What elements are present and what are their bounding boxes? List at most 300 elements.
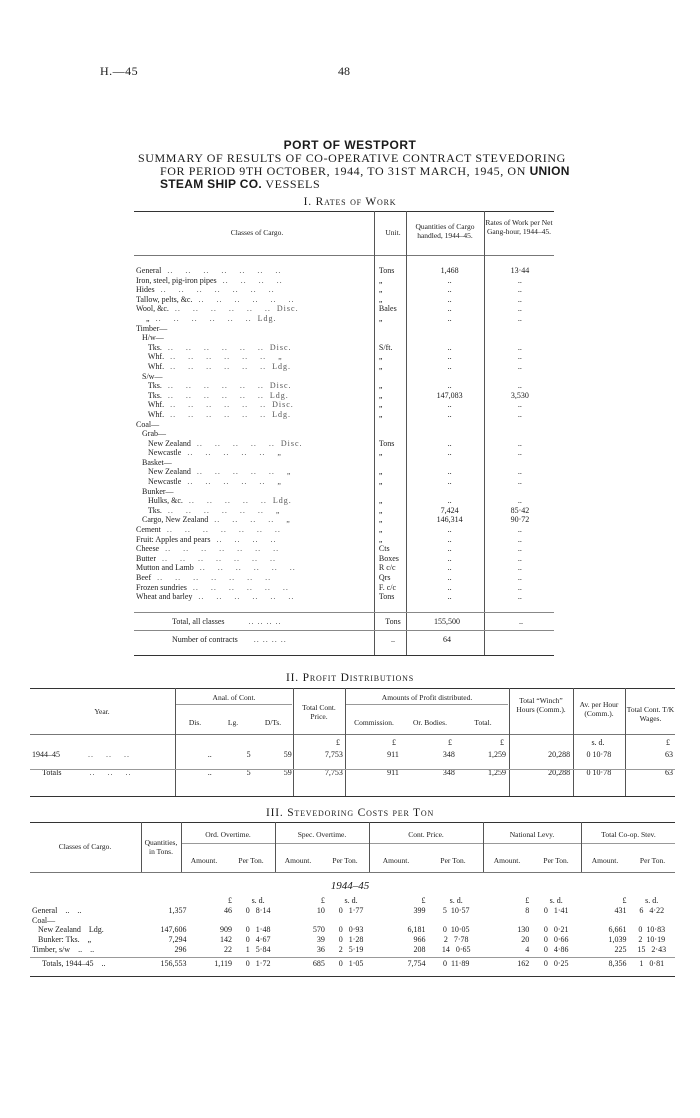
rates-row-class: [134, 563, 375, 573]
rates-row: [134, 583, 554, 593]
rates-row-class: [134, 362, 375, 372]
rates-row: [134, 467, 554, 477]
rates-row: [134, 285, 554, 295]
costs-row-cp: 5 10·57: [442, 905, 470, 915]
profit-row-dots: .. .. ..: [88, 750, 130, 759]
section-3-header-coop: Total Co-op. Stev.: [601, 830, 656, 839]
rates-row-rate: ..: [517, 553, 522, 563]
costs-row-op: 1 5·84: [245, 944, 271, 954]
rates-row-rate: 90·72: [510, 515, 530, 525]
section-2-header-anal: Anal. of Cont.: [212, 693, 256, 702]
rates-row-label: Tks.: [136, 342, 162, 352]
rates-row-class: [134, 391, 375, 401]
rates-row: [134, 515, 554, 525]
rates-row: [134, 333, 554, 343]
costs-row-oa: [188, 916, 234, 926]
costs-row-cp: 2 7·78: [443, 935, 469, 945]
costs-row-sp: 0 1·05: [338, 958, 364, 968]
costs-row-op: 0 4·67: [245, 935, 271, 945]
costs-row-sa: 685: [312, 958, 325, 968]
profit-row-av: 0 10·78: [586, 767, 612, 777]
section-2-header-commission: Commission.: [354, 718, 394, 727]
costs-row-ca: 208: [413, 944, 426, 954]
rates-row-unit: [375, 458, 413, 468]
rates-row: [134, 295, 554, 305]
costs-row-oa: 1,119: [214, 958, 232, 968]
rates-row-class: [134, 266, 375, 276]
section-3-levy-amount: Amount.: [493, 856, 521, 865]
rates-row-class: [134, 410, 375, 420]
rates-row-dots: .. .. .. ..: [216, 534, 277, 544]
rates-row-rate: ..: [517, 285, 522, 295]
rates-row-unit: „: [378, 515, 383, 525]
costs-row-lp: [531, 916, 581, 926]
section-2-header-dt: D/Ts.: [264, 718, 282, 727]
costs-row-op: 0 1·48: [245, 925, 271, 935]
rates-row: [134, 458, 554, 468]
section-3-ord-perton: Per Ton.: [238, 856, 264, 865]
costs-row-tp: 1 0·81: [639, 958, 665, 968]
rates-row-rate: 85·42: [510, 505, 530, 515]
rates-row-class: [134, 295, 375, 305]
profit-row: [30, 748, 675, 761]
rates-row-class: [134, 276, 375, 286]
section-2-unit-comm: £: [392, 738, 396, 747]
section-2-amounts-rule: [346, 704, 508, 705]
section-2-unit-tot: £: [500, 738, 504, 747]
costs-row-suffix: .. ..: [65, 905, 82, 915]
rates-row-qty: ..: [447, 275, 452, 285]
rates-row-qty: ..: [447, 525, 452, 535]
costs-row-ta: 1,039: [608, 935, 627, 945]
rates-row-unit: „: [378, 352, 383, 362]
rates-row: [134, 448, 554, 458]
costs-row-cp: 0 11·89: [443, 958, 470, 968]
profit-row-dis: ..: [207, 750, 212, 759]
rates-row-dots: .. .. .. .. .. .. „: [167, 505, 281, 515]
rates-row-qty: ..: [447, 361, 452, 371]
rates-row-class: [134, 496, 375, 506]
costs-row-lp: 0 4·86: [543, 944, 569, 954]
section-2-header-total: Total.: [474, 718, 492, 727]
costs-unit-sd: s. d.: [645, 896, 659, 905]
rates-row-label: Basket—: [136, 457, 172, 467]
profit-row: [30, 761, 675, 783]
rates-row-unit: Qrs: [378, 573, 391, 582]
costs-row-ca: 399: [413, 905, 426, 915]
costs-units-row: [30, 896, 675, 906]
rates-row-qty: [413, 372, 486, 382]
costs-row-sp: 2 5·19: [338, 944, 364, 954]
rates-row-dots: .. .. .. .. .. .. Disc.: [174, 304, 299, 314]
section-3-cont-perton: Per Ton.: [440, 856, 466, 865]
section-2-header-amounts: Amounts of Profit distributed.: [381, 693, 473, 702]
rates-row-unit: [375, 333, 413, 343]
costs-row-label: Timber, s/w: [32, 944, 71, 954]
rates-row-class: [134, 448, 375, 458]
rates-row: [134, 324, 554, 334]
rates-of-work-body: [134, 266, 554, 602]
total-all-classes-dots: .. .. .. ..: [248, 617, 282, 626]
rates-row-label: Tks.: [136, 390, 162, 400]
subtitle-line-3a: STEAM SHIP CO.: [160, 177, 262, 191]
costs-row-label: New Zealand: [32, 925, 81, 935]
rates-row-unit: [375, 429, 413, 439]
subtitle-line-3b: VESSELS: [262, 177, 321, 191]
section-3-coop-amount: Amount.: [591, 856, 619, 865]
costs-row: [30, 906, 675, 916]
profit-row-year: [30, 748, 175, 761]
costs-row-op: [234, 916, 282, 926]
costs-row-ta: 431: [614, 905, 627, 915]
rates-row-rate: ..: [517, 477, 522, 487]
rates-row-label: Fruit: Apples and pears: [136, 534, 211, 544]
rates-row-class: [134, 429, 375, 439]
section-3-header-cont: Cont. Price.: [408, 830, 444, 839]
section-3-ord-amount: Amount.: [190, 856, 218, 865]
section-2-title: II. Profit Distributions: [286, 672, 414, 684]
rates-row-rate: ..: [517, 544, 522, 554]
costs-row-class: [30, 916, 147, 926]
rates-row-rate: 3,530: [510, 390, 529, 400]
rates-row-class: [134, 372, 375, 382]
profit-row-tk: 63: [665, 750, 673, 759]
rates-row-qty: 1,468: [440, 266, 459, 275]
section-1-bottom-rule: [134, 655, 554, 656]
costs-unit-sd: s. d.: [549, 896, 563, 905]
costs-row-oa: 909: [219, 925, 232, 935]
rates-row-rate: ..: [517, 467, 522, 477]
costs-row-qty: [147, 916, 189, 926]
rates-row-qty: ..: [447, 285, 452, 295]
stevedoring-costs-body: [30, 896, 675, 973]
costs-row: [30, 916, 675, 926]
section-3-hdr-divider-1: [181, 822, 182, 872]
rates-row-unit: [375, 324, 413, 334]
rates-of-work-table: [134, 266, 554, 602]
costs-row-cp: [428, 916, 485, 926]
costs-row-class: [30, 906, 147, 916]
rates-row-unit: Tons: [378, 592, 395, 602]
costs-row-class: [30, 925, 147, 935]
rates-row-label: Cheese: [136, 544, 160, 554]
rates-row: [134, 314, 554, 324]
costs-row-tp: 2 10·19: [638, 935, 666, 945]
rates-row-rate: ..: [517, 381, 522, 391]
rates-row-dots: .. .. .. .. .. ..: [192, 582, 289, 592]
profit-row-lg: 5: [246, 767, 251, 777]
section-2-bottom-rule: [30, 796, 675, 797]
rates-row-rate: ..: [517, 342, 522, 352]
costs-row-ta: 6,661: [608, 925, 627, 935]
section-3-header-qty: Quantities, in Tons.: [144, 838, 178, 856]
rates-row-rate: ..: [517, 409, 522, 419]
costs-row-sa: 39: [316, 935, 325, 945]
rates-row-qty: ..: [447, 409, 452, 419]
costs-row-class: [30, 935, 147, 945]
rates-row-dots: .. .. .. .. .. .. ..: [165, 544, 280, 554]
rates-row-rate: [486, 420, 554, 430]
rates-row-qty: [413, 429, 486, 439]
subtitle-line-2a: FOR PERIOD 9TH OCTOBER, 1944, TO 31ST MARCH, 1945, ON: [160, 164, 530, 178]
profit-row-tc: 7,753: [324, 767, 343, 777]
costs-row-sa: 36: [316, 944, 325, 954]
section-3-hdr-divider-3: [369, 822, 370, 872]
costs-row-cp: 0 10·05: [442, 925, 470, 935]
rates-row: [134, 304, 554, 314]
rates-row-qty: ..: [447, 304, 452, 314]
costs-unit-sd: s. d.: [449, 896, 463, 905]
rates-row-unit: „: [378, 275, 383, 285]
profit-distributions-body: [30, 748, 675, 783]
number-of-contracts-label: [172, 635, 287, 644]
rates-row-label: Newcastle: [136, 448, 182, 458]
rates-row-dots: .. .. .. .. .. Disc.: [196, 438, 303, 448]
section-1-header-classes: Classes of Cargo.: [230, 228, 284, 237]
page-number: 48: [338, 64, 350, 78]
rates-row-label: Whf.: [136, 361, 165, 371]
rates-row: [134, 573, 554, 583]
costs-unit-pound: £: [320, 896, 325, 905]
section-2-header-year: Year.: [94, 707, 110, 716]
total-all-classes-qty: 155,500: [434, 617, 460, 626]
costs-row-qty: 156,553: [160, 958, 187, 968]
section-1-total-rule: [134, 612, 554, 613]
costs-row-class: [30, 945, 147, 955]
costs-row-qty: 147,606: [160, 925, 187, 935]
rates-row-class: [134, 477, 375, 487]
rates-row-label: S/w—: [136, 371, 163, 381]
document-reference: H.—45: [100, 64, 139, 78]
rates-row-rate: [486, 458, 554, 468]
costs-row-ca: 7,754: [407, 958, 426, 968]
costs-row-ta: 8,356: [608, 958, 627, 968]
costs-row-ca: 6,181: [407, 925, 426, 935]
rates-row-rate: ..: [517, 582, 522, 592]
rates-row-dots: .. .. .. .. .. „: [187, 448, 282, 458]
section-3-bottom-rule: [30, 976, 675, 977]
rates-row: [134, 381, 554, 391]
costs-row-suffix: Ldg.: [88, 925, 104, 935]
rates-row-unit: „: [378, 525, 383, 535]
section-1-header-rule: [134, 255, 554, 256]
number-of-contracts-value: 64: [443, 635, 451, 644]
rates-row-rate: ..: [517, 275, 522, 285]
rates-row-qty: ..: [447, 496, 452, 506]
costs-row-qty: 7,294: [168, 935, 187, 945]
rates-row-class: [134, 573, 375, 583]
rates-row-label: Tks.: [136, 505, 162, 515]
section-2-header-rule: [30, 734, 675, 735]
profit-row-comm: 911: [387, 750, 399, 759]
costs-row-oa: 46: [223, 905, 232, 915]
rates-row: [134, 372, 554, 382]
section-3-header-rule: [30, 872, 675, 873]
rates-row-unit: „: [378, 313, 383, 323]
rates-row: [134, 400, 554, 410]
rates-row-unit: „: [378, 505, 383, 515]
section-2-unit-org: £: [448, 738, 452, 747]
rates-row-qty: ..: [447, 553, 452, 563]
rates-row-label: Wheat and barley: [136, 592, 193, 602]
profit-row-comm: 911: [387, 767, 399, 777]
section-2-totals-rule: [30, 769, 675, 770]
rates-row-unit: Tons: [378, 266, 395, 275]
rates-row-unit: Tons: [378, 438, 395, 448]
page-title: PORT OF WESTPORT: [283, 138, 417, 152]
rates-row-label: Mutton and Lamb: [136, 563, 194, 573]
rates-row-qty: 146,314: [436, 515, 463, 525]
rates-row-dots: .. .. .. .. .. .. Disc.: [170, 400, 294, 410]
rates-row-qty: [413, 324, 486, 334]
rates-row-label: Tallow, pelts, &c.: [136, 294, 193, 304]
costs-row-la: 130: [517, 925, 530, 935]
rates-row-rate: 13·44: [510, 266, 530, 275]
rates-row-qty: ..: [447, 400, 452, 410]
rates-row-label: New Zealand: [136, 438, 191, 448]
rates-row-class: [134, 525, 375, 535]
costs-row-lp: 0 0·21: [543, 925, 569, 935]
rates-row-class: [134, 535, 375, 545]
costs-row-sp: 0 0·93: [338, 925, 364, 935]
rates-row-class: [134, 314, 375, 324]
section-1-header-qty: Quantities of Cargo handled, 1944–45.: [415, 222, 475, 240]
rates-row-rate: [486, 372, 554, 382]
rates-row-qty: ..: [447, 438, 452, 448]
costs-row-la: 8: [525, 905, 530, 915]
rates-row-rate: ..: [517, 573, 522, 582]
section-3-spec-perton: Per Ton.: [332, 856, 358, 865]
section-2-header-org: Or. Bodies.: [413, 718, 447, 727]
rates-row: [134, 525, 554, 535]
rates-row-class: [134, 487, 375, 497]
section-3-header-levy: National Levy.: [509, 830, 555, 839]
costs-row-tp: 0 10·83: [638, 925, 666, 935]
costs-row: [30, 935, 675, 945]
rates-row-qty: ..: [447, 342, 452, 352]
number-of-contracts-unit: ..: [391, 635, 395, 644]
rates-row-label: Hulks, &c.: [136, 496, 183, 506]
section-2-unit-tc: £: [336, 738, 340, 747]
costs-row-lp: 0 0·66: [543, 935, 569, 945]
costs-row-label: Bunker: Tks.: [32, 935, 80, 945]
section-3-subheader-rule: [182, 843, 675, 844]
rates-row: [134, 429, 554, 439]
rates-row-unit: „: [378, 361, 383, 371]
section-1-header-rate: Rates of Work per Net Gang-hour, 1944–45.: [485, 218, 553, 236]
costs-units-blank: [147, 896, 189, 906]
costs-row-suffix: ..: [101, 958, 106, 968]
rates-row-rate: ..: [517, 294, 522, 304]
costs-unit-pound: £: [525, 896, 530, 905]
costs-row-tp: [628, 916, 675, 926]
rates-row-dots: .. .. .. .. .. ..: [199, 563, 296, 573]
rates-row-rate: ..: [517, 352, 522, 362]
rates-row-rate: ..: [517, 438, 522, 448]
rates-row: [134, 554, 554, 564]
section-3-header-classes: Classes of Cargo.: [58, 842, 112, 851]
rates-row-qty: [413, 458, 486, 468]
profit-row-dt: 59: [283, 767, 292, 777]
costs-row-sa: 10: [316, 905, 325, 915]
section-1-contracts-rule: [134, 630, 554, 631]
rates-row: [134, 266, 554, 276]
costs-unit-pound: £: [227, 896, 232, 905]
total-all-classes-rate: ..: [519, 617, 523, 626]
rates-row-label: Cargo, New Zealand: [136, 515, 209, 525]
rates-row-qty: ..: [447, 467, 452, 477]
profit-row-dt: 59: [283, 750, 292, 759]
costs-row-tp: 6 4·22: [639, 905, 665, 915]
number-of-contracts-text: Number of contracts: [172, 635, 238, 644]
rates-row-dots: .. .. .. .. .. .. Ldg.: [170, 361, 291, 371]
costs-row-ta: 225: [614, 944, 627, 954]
rates-row-unit: S/ft.: [378, 342, 393, 352]
rates-row-qty: 7,424: [440, 505, 459, 515]
rates-row-class: [134, 333, 375, 343]
costs-row-sa: 570: [312, 925, 325, 935]
rates-row-qty: ..: [447, 448, 452, 458]
costs-row-suffix: „: [87, 935, 92, 945]
rates-row-dots: .. .. .. .. .. Ldg.: [188, 496, 292, 506]
rates-row-dots: .. .. .. .. .. ..: [198, 592, 295, 602]
rates-row-label: Bunker—: [136, 486, 174, 496]
rates-row-qty: ..: [447, 313, 452, 323]
costs-unit-sd: s. d.: [344, 896, 358, 905]
costs-row-oa: 22: [223, 944, 232, 954]
rates-row-class: [134, 439, 375, 449]
section-2-unit-av: s. d.: [591, 738, 605, 747]
rates-row: [134, 391, 554, 401]
rates-row-dots: .. .. .. .. .. „: [196, 467, 292, 477]
costs-row-tp: 15 2·43: [637, 944, 667, 954]
rates-row-qty: ..: [447, 563, 452, 573]
section-3-year-label: 1944–45: [330, 880, 370, 892]
rates-row-rate: ..: [517, 304, 522, 314]
rates-row-class: [134, 343, 375, 353]
rates-row-label: Coal—: [136, 419, 160, 429]
costs-row-la: 4: [525, 944, 530, 954]
rates-row-class: [134, 420, 375, 430]
rates-row-unit: [375, 487, 413, 497]
costs-row-sa: [282, 916, 327, 926]
rates-row-unit: „: [378, 285, 383, 295]
costs-row-ta: [581, 916, 628, 926]
rates-row-class: [134, 458, 375, 468]
rates-row-class: [134, 583, 375, 593]
rates-row-qty: 147,083: [436, 390, 463, 400]
rates-row-rate: ..: [517, 563, 522, 573]
rates-row-unit: „: [378, 477, 383, 487]
rates-row-qty: ..: [447, 592, 452, 602]
section-2-anal-rule: [176, 704, 292, 705]
rates-row-dots: .. .. .. .. .. .. Ldg.: [167, 390, 289, 400]
rates-row-label: General: [136, 266, 162, 275]
total-all-classes-text: Total, all classes: [172, 617, 225, 626]
subtitle-line-2b: UNION: [529, 164, 570, 178]
rates-row-unit: „: [378, 390, 383, 400]
costs-row: [30, 925, 675, 935]
costs-row-oa: 142: [219, 935, 232, 945]
number-of-contracts-dots: .. .. .. ..: [253, 635, 287, 644]
costs-row-lp: 0 0·25: [543, 958, 569, 968]
subtitle-line-3: [160, 178, 320, 191]
rates-row-unit: [375, 420, 413, 430]
section-3-cont-amount: Amount.: [382, 856, 410, 865]
section-2-top-rule: [30, 688, 675, 689]
profit-row-winch: 20,288: [548, 750, 571, 759]
rates-row-dots: .. .. .. .. „: [214, 515, 291, 525]
